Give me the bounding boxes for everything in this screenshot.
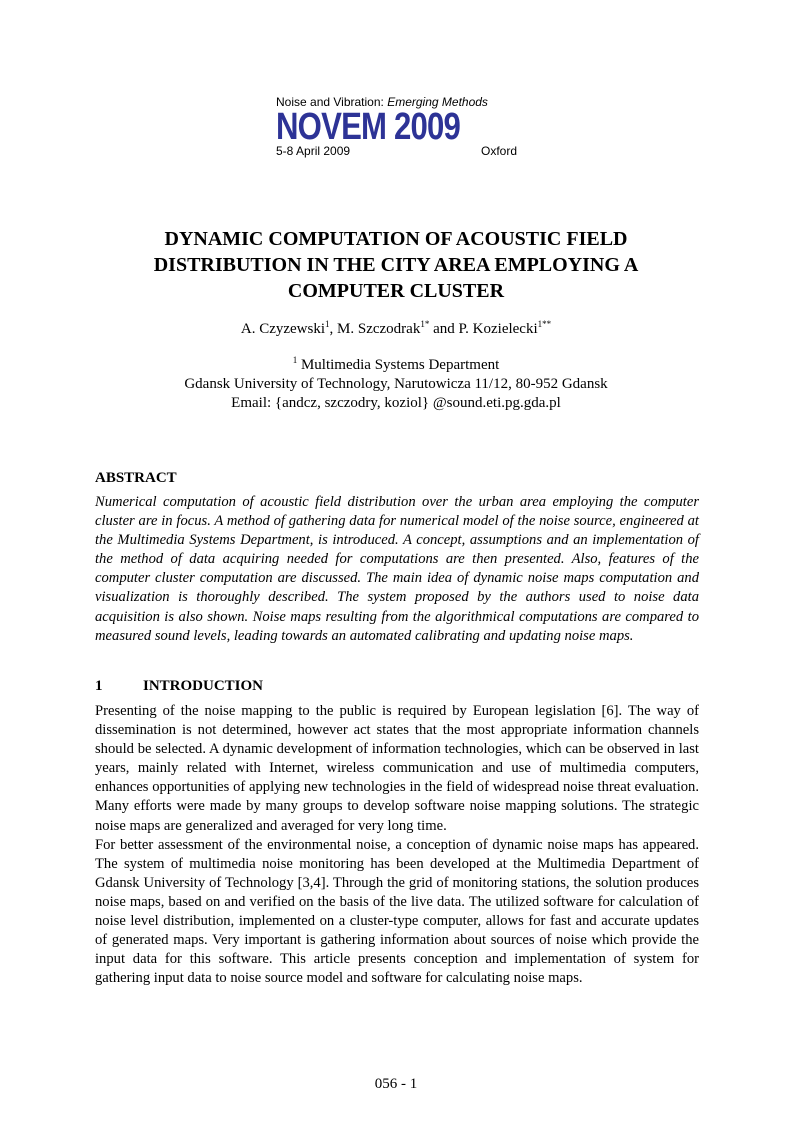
paper-title [96, 226, 696, 304]
affiliation-department [96, 356, 696, 375]
section-title: INTRODUCTION [143, 678, 264, 694]
abstract-text: Numerical computation of acoustic field distribution over the urban area employing the computer cluster are in focus. A method of gathering data for numerical model of the noise source, engineered at the Multimedia Systems Department, is introduced. A concept, assumptions and an implementation of the method of data acquiring needed for computations are then presented. Also, features of the computer cluster computation are discussed. The main idea of dynamic noise maps computation and visualization is thoroughly described. The system proposed by the authors used to noise data acquisition is also shown. Noise maps resulting from the algorithmical computations are compared to measured sound levels, leading towards an automated calibrating and updating noise maps. [95, 494, 699, 644]
introduction-body [95, 702, 699, 988]
conference-header [276, 96, 520, 158]
author-affiliation-mark: 1* [420, 319, 430, 329]
department-name: Multimedia Systems Department [297, 357, 500, 373]
abstract-heading: ABSTRACT [95, 470, 177, 486]
conference-location: Oxford [480, 144, 517, 158]
body-paragraph: Presenting of the noise mapping to the public is required by European legislation [6]. The way of dissemination is not determined, however act states that the most appropriate information channels should be selected. A dynamic development of information technologies, which can be observed in last years, mainly related with Internet, wireless communication and use of multimedia computers, enhances opportunities of applying new technologies in the field of widespread noise threat evaluation. Many efforts were made by many groups to develop software noise mapping solutions. The strategic noise maps are generalized and averaged for very long time. [95, 703, 699, 834]
affiliation-mark: 1 [292, 355, 298, 365]
affiliation-email: Email: {andcz, szczodry, koziol} @sound.eti.pg.gda.pl [231, 395, 561, 411]
conference-series-prefix: Noise and Vibration: [276, 95, 384, 109]
author-name: and P. Kozielecki [429, 321, 538, 337]
paper-title-line: DYNAMIC COMPUTATION OF ACOUSTIC FIELD [164, 228, 628, 250]
affiliation-block [96, 356, 696, 413]
author-list [96, 320, 696, 338]
conference-logo: NOVEM 2009 [276, 106, 461, 148]
author-affiliation-mark: 1 [325, 319, 330, 329]
page-number: 056 - 1 [374, 1076, 418, 1092]
affiliation-university: Gdansk University of Technology, Narutowicza 11/12, 80-952 Gdansk [184, 376, 608, 392]
section-heading-introduction [95, 677, 263, 695]
conference-date: 5-8 April 2009 [276, 144, 351, 158]
author-name: , M. Szczodrak [329, 321, 421, 337]
conference-series-emphasis: Emerging Methods [387, 95, 488, 109]
section-number: 1 [95, 678, 103, 694]
paper-title-line: DISTRIBUTION IN THE CITY AREA EMPLOYING A [153, 254, 639, 276]
author-name: A. Czyzewski [240, 321, 326, 337]
paper-title-line: COMPUTER CLUSTER [287, 280, 505, 302]
author-affiliation-mark: 1** [537, 319, 552, 329]
body-paragraph: For better assessment of the environmental noise, a conception of dynamic noise maps has appeared. The system of multimedia noise monitoring has been developed at the Multimedia Department of Gdansk University of Technology [3,4]. Through the grid of monitoring stations, the solution produces noise maps, based on and verified on the basis of the live data. The utilized software for calculation of noise level distribution, implemented on a cluster-type computer, allows for fast and accurate updates of generated maps. Very important is gathering information about sources of noise which provide the input data for this software. This article presents conception and implementation of system for gathering input data to noise source model and software for calculating noise maps. [95, 836, 699, 987]
